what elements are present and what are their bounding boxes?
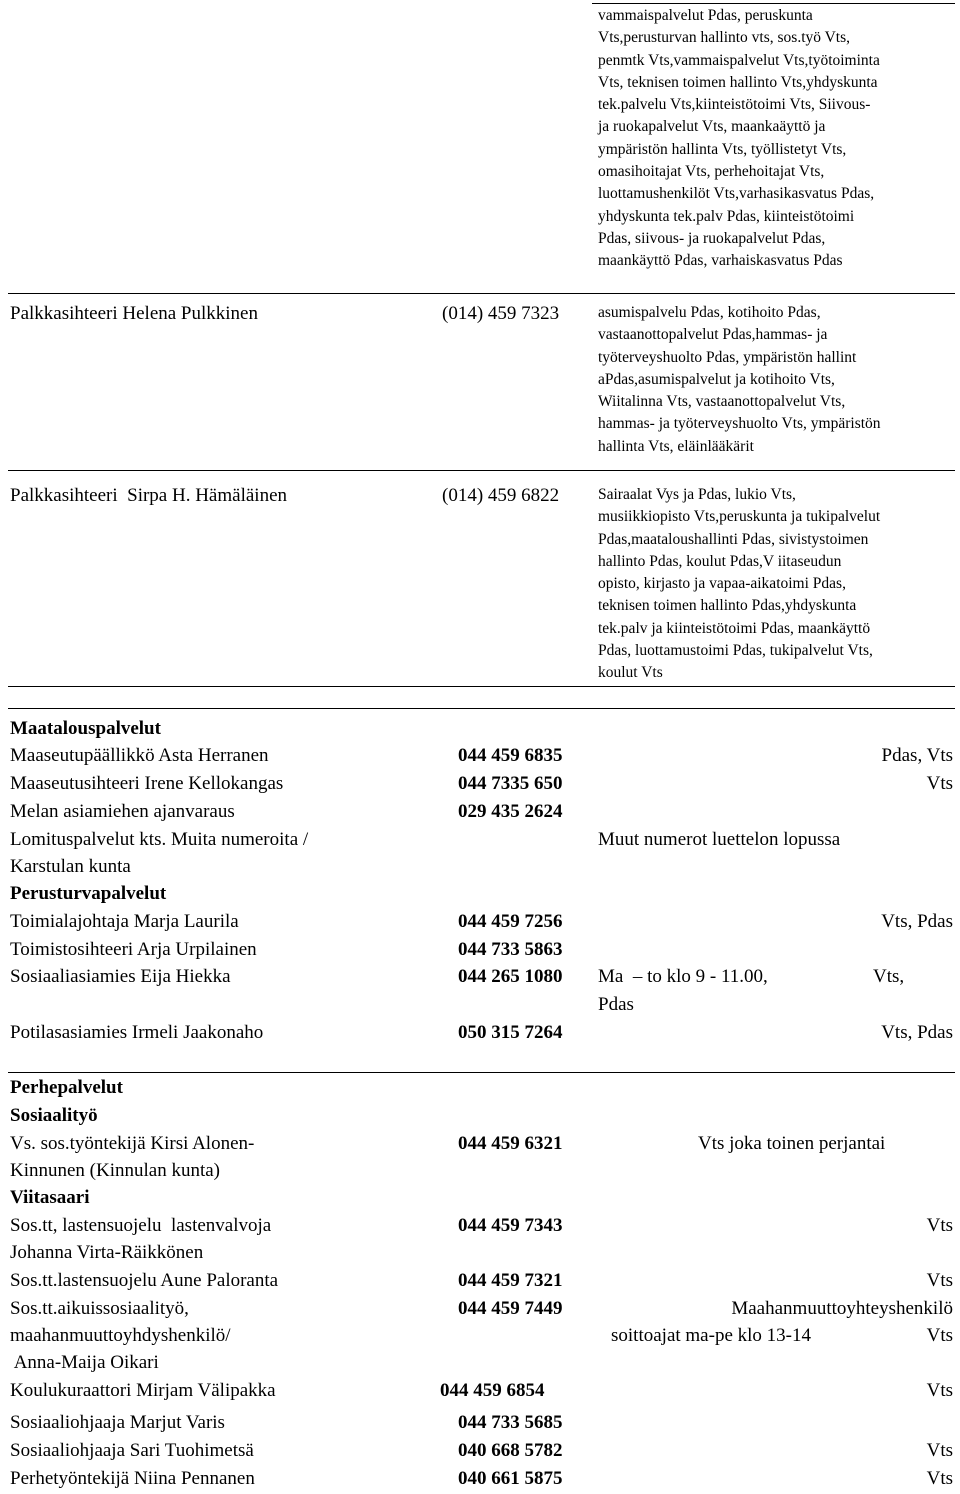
desc-line: musiikkiopisto Vts,peruskunta ja tukipalvelut xyxy=(598,508,881,526)
border-line xyxy=(8,686,955,687)
payroll-phone-sirpa[interactable]: (014) 459 6822 xyxy=(442,485,560,506)
contact-phone[interactable]: 044 459 7343 xyxy=(458,1215,563,1236)
contact-note: Vts xyxy=(926,773,953,794)
contact-name: Vs. sos.työntekijä Kirsi Alonen- xyxy=(10,1133,255,1154)
desc-line: työterveyshuolto Pdas, ympäristön hallint xyxy=(598,348,857,366)
contact-note-vts: Vts, xyxy=(873,966,905,987)
desc-line: hammas- ja työterveyshuolto Vts, ympäristön xyxy=(598,415,881,433)
contact-note: Vts xyxy=(926,1468,953,1489)
contact-phone[interactable]: 044 459 6835 xyxy=(458,745,563,766)
contact-note-pdas: Pdas xyxy=(598,994,634,1015)
desc-line: Pdas, luottamustoimi Pdas, tukipalvelut Vts, xyxy=(598,642,873,660)
contact-name: Maaseutusihteeri Irene Kellokangas xyxy=(10,773,284,794)
desc-line: omasihoitajat Vts, perhehoitajat Vts, xyxy=(598,163,825,181)
contact-name: Toimistosihteeri Arja Urpilainen xyxy=(10,939,257,960)
contact-name: Potilasasiamies Irmeli Jaakonaho xyxy=(10,1022,264,1043)
desc-line: opisto, kirjasto ja vapaa-aikatoimi Pdas, xyxy=(598,575,846,593)
contact-phone[interactable]: 029 435 2624 xyxy=(458,801,563,822)
contact-phone[interactable]: 044 265 1080 xyxy=(458,966,563,987)
border-line xyxy=(8,470,955,471)
subheading-viitasaari: Viitasaari xyxy=(10,1187,90,1208)
payroll-description-sirpa xyxy=(598,484,880,685)
lomitus-line-1: Lomituspalvelut kts. Muita numeroita / xyxy=(10,829,309,850)
contact-name-cont: Johanna Virta-Räikkönen xyxy=(10,1242,204,1263)
contact-phone[interactable]: 044 733 5685 xyxy=(458,1412,563,1433)
contact-note: Vts, Pdas xyxy=(881,911,953,932)
contact-name: Sos.tt, lastensuojelu lastenvalvoja xyxy=(10,1215,272,1236)
desc-line: ja ruokapalvelut Vts, maankaäyttö ja xyxy=(598,118,826,136)
contact-note: soittoajat ma-pe klo 13-14 xyxy=(611,1325,811,1346)
contact-note: Pdas, Vts xyxy=(881,745,953,766)
desc-line: teknisen toimen hallinto Pdas,yhdyskunta xyxy=(598,597,857,615)
contact-note: Maahanmuuttoyhteyshenkilö xyxy=(731,1298,953,1319)
contact-name: Koulukuraattori Mirjam Välipakka xyxy=(10,1380,276,1401)
border-line xyxy=(8,1072,955,1073)
contact-name: Maaseutupäällikkö Asta Herranen xyxy=(10,745,269,766)
contact-name: Sosiaaliasiamies Eija Hiekka xyxy=(10,966,231,987)
desc-line: Sairaalat Vys ja Pdas, lukio Vts, xyxy=(598,486,796,503)
desc-line: Pdas,maataloushallinti Pdas, sivistystoimen xyxy=(598,530,869,548)
contact-name-cont: maahanmuuttoyhdyshenkilö/ xyxy=(10,1325,231,1346)
desc-line: asumispalvelu Pdas, kotihoito Pdas, xyxy=(598,304,821,321)
section-heading-maatalous: Maatalouspalvelut xyxy=(10,718,161,739)
contact-name: Toimialajohtaja Marja Laurila xyxy=(10,911,239,932)
desc-line: ympäristön hallinta Vts, työllistetyt Vts, xyxy=(598,140,847,158)
contact-phone[interactable]: 050 315 7264 xyxy=(458,1022,563,1043)
desc-line: maankäyttö Pdas, varhaiskasvatus Pdas xyxy=(598,252,843,270)
desc-line: penmtk Vts,vammaispalvelut Vts,työtoiminta xyxy=(598,51,880,69)
desc-line: tek.palv ja kiinteistötoimi Pdas, maankäyttö xyxy=(598,619,871,637)
payroll-name-helena: Palkkasihteeri Helena Pulkkinen xyxy=(10,303,258,324)
contact-name: Perhetyöntekijä Niina Pennanen xyxy=(10,1468,255,1489)
section-heading-perhepalvelut: Perhepalvelut xyxy=(10,1077,123,1098)
desc-line: koulut Vts xyxy=(598,664,663,682)
border-line xyxy=(8,293,955,294)
contact-phone[interactable]: 040 668 5782 xyxy=(458,1440,563,1461)
desc-line: vastaanottopalvelut Pdas,hammas- ja xyxy=(598,326,828,344)
desc-line: tek.palvelu Vts,kiinteistötoimi Vts, Siivous- xyxy=(598,96,871,114)
lomitus-line-2: Karstulan kunta xyxy=(10,856,131,877)
payroll-name-sirpa: Palkkasihteeri Sirpa H. Hämäläinen xyxy=(10,485,288,506)
top-description xyxy=(598,5,880,273)
contact-phone[interactable]: 040 661 5875 xyxy=(458,1468,563,1489)
desc-line: Wiitalinna Vts, vastaanottopalvelut Vts, xyxy=(598,393,846,411)
contact-name: Sosiaaliohjaaja Sari Tuohimetsä xyxy=(10,1440,254,1461)
contact-phone[interactable]: 044 459 7321 xyxy=(458,1270,563,1291)
desc-line: hallinta Vts, eläinlääkärit xyxy=(598,437,754,455)
section-heading-perusturva: Perusturvapalvelut xyxy=(10,883,167,904)
payroll-phone-helena[interactable]: (014) 459 7323 xyxy=(442,303,560,324)
top-border xyxy=(592,3,955,4)
contact-note: Vts xyxy=(926,1270,953,1291)
contact-name-cont: Kinnunen (Kinnulan kunta) xyxy=(10,1160,221,1181)
contact-name: Melan asiamiehen ajanvaraus xyxy=(10,801,235,822)
contact-phone[interactable]: 044 459 7449 xyxy=(458,1298,563,1319)
desc-line: vammaispalvelut Pdas, peruskunta xyxy=(598,7,813,24)
contact-name: Sos.tt.aikuissosiaalityö, xyxy=(10,1298,189,1319)
desc-line: Vts,perusturvan hallinto vts, sos.työ Vts, xyxy=(598,29,851,47)
payroll-description-helena xyxy=(598,302,881,458)
desc-line: Vts, teknisen toimen hallinto Vts,yhdyskunta xyxy=(598,73,878,91)
subheading-sosiaalityo: Sosiaalityö xyxy=(10,1105,98,1126)
contact-note: Vts xyxy=(926,1215,953,1236)
contact-note: Vts joka toinen perjantai xyxy=(698,1133,886,1154)
contact-name-cont: Anna-Maija Oikari xyxy=(10,1352,159,1373)
contact-note-time: Ma – to klo 9 - 11.00, xyxy=(598,966,768,987)
contact-phone[interactable]: 044 459 6321 xyxy=(458,1133,563,1154)
desc-line: yhdyskunta tek.palv Pdas, kiinteistötoimi xyxy=(598,207,855,225)
contact-note: Vts xyxy=(926,1440,953,1461)
contact-phone[interactable]: 044 733 5863 xyxy=(458,939,563,960)
contact-phone[interactable]: 044 459 6854 xyxy=(440,1380,545,1401)
desc-line: hallinto Pdas, koulut Pdas,V iitaseudun xyxy=(598,552,842,570)
contact-name: Sosiaaliohjaaja Marjut Varis xyxy=(10,1412,225,1433)
contact-phone[interactable]: 044 459 7256 xyxy=(458,911,563,932)
desc-line: aPdas,asumispalvelut ja kotihoito Vts, xyxy=(598,370,835,388)
desc-line: luottamushenkilöt Vts,varhasikasvatus Pdas, xyxy=(598,185,875,203)
contact-note: Vts, Pdas xyxy=(881,1022,953,1043)
border-line xyxy=(8,708,955,709)
contact-note: Vts xyxy=(926,1380,953,1401)
desc-line: Pdas, siivous- ja ruokapalvelut Pdas, xyxy=(598,229,826,247)
contact-name: Sos.tt.lastensuojelu Aune Paloranta xyxy=(10,1270,279,1291)
contact-note: Vts xyxy=(926,1325,953,1346)
lomitus-note: Muut numerot luettelon lopussa xyxy=(598,829,841,850)
contact-phone[interactable]: 044 7335 650 xyxy=(458,773,563,794)
